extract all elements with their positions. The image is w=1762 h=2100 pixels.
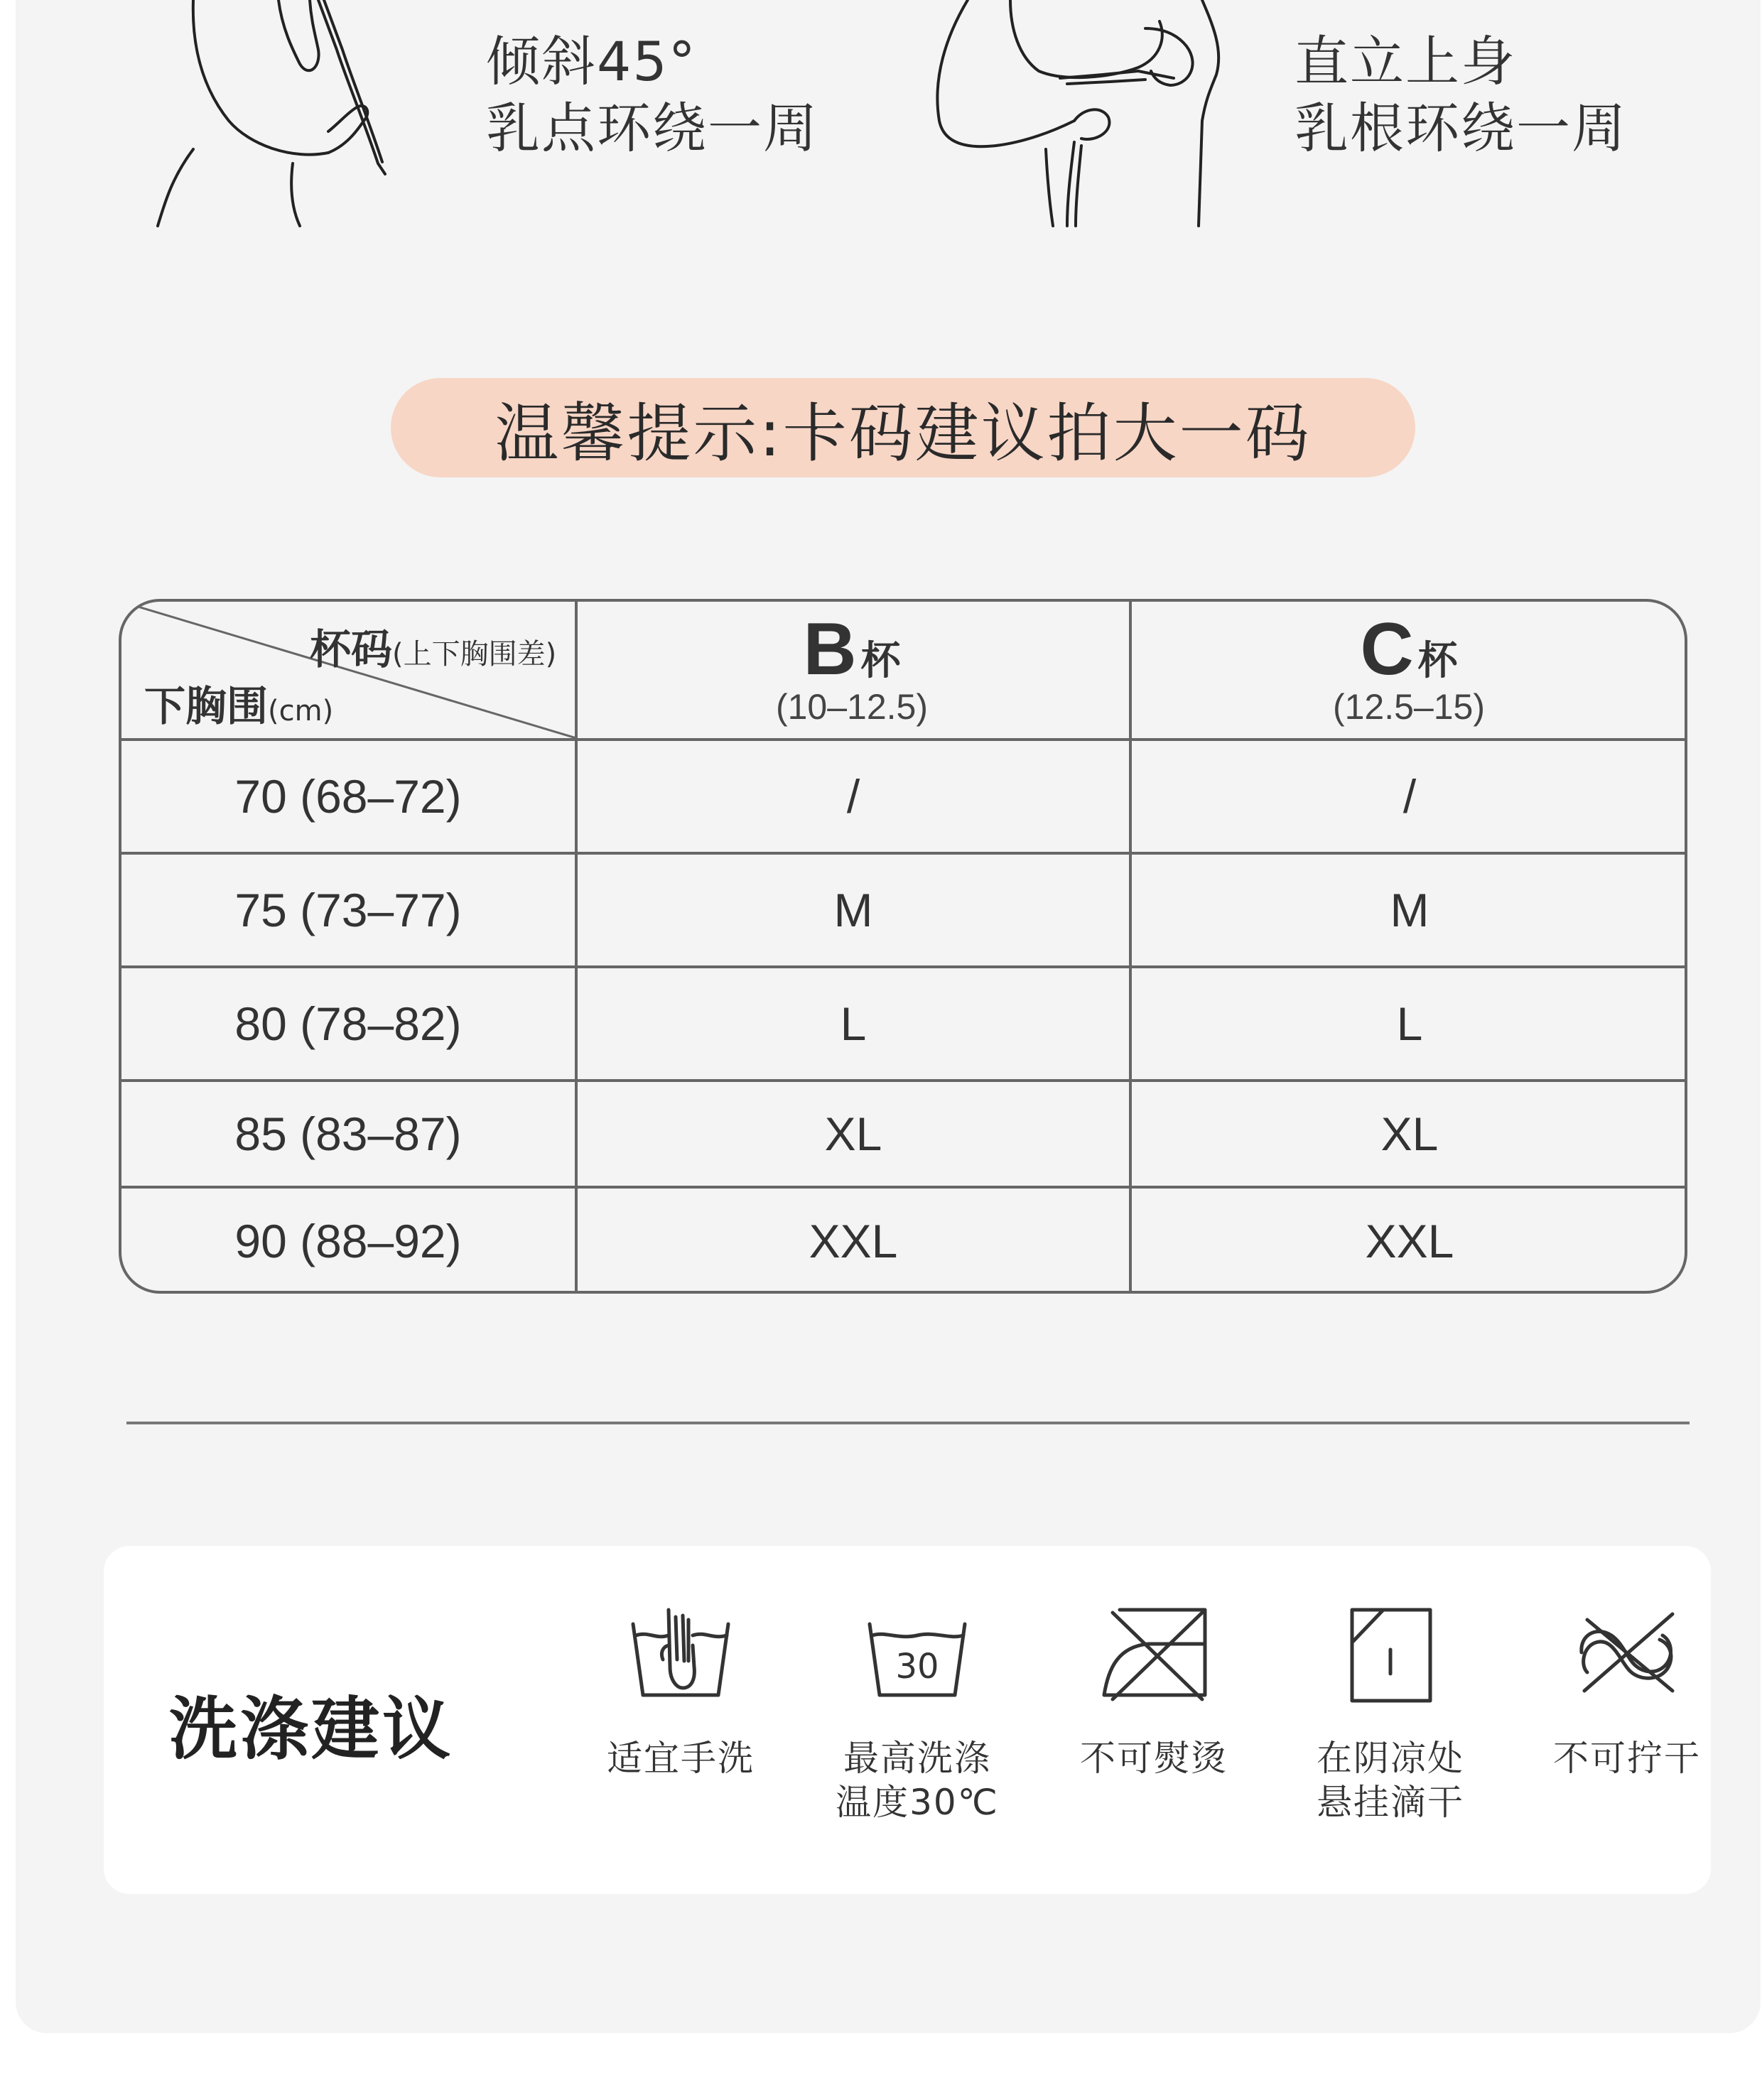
wash-label-no-wring [1520,1736,1734,1780]
table-row-band: 90 (88–92) [234,1215,462,1267]
table-cell-b: XXL [809,1215,898,1267]
header-b-cup [576,602,1128,738]
no-wring-icon [1574,1601,1681,1701]
wash-label-30 [811,1736,1024,1824]
corner-cup-sub: (上下胸围差) [392,638,557,671]
measure-upper-bust-illustration [151,0,449,227]
wash-30-number: 30 [895,1647,939,1687]
corner-band-sub: (cm) [268,695,334,727]
table-row-band: 70 (68–72) [234,770,462,823]
header-c-cup-word: 杯 [1417,638,1458,683]
table-row-band: 75 (73–77) [234,884,462,936]
wash-label-line1: 不可拧干 [1553,1738,1701,1779]
wash-label-line1: 最高洗涤 [843,1738,991,1779]
table-cell-b: / [846,770,860,823]
header-b-letter: B [803,608,857,691]
table-cell-b: L [840,997,867,1050]
page-background [16,0,1761,2033]
corner-cup-main: 杯码 [310,625,393,673]
corner-cup-label [310,616,556,676]
measure-right-line2: 乳根环绕一周 [1295,97,1627,160]
section-divider [126,1422,1690,1424]
drip-dry-shade-icon [1341,1600,1440,1706]
size-chart-table [119,599,1687,1294]
table-row-band: 85 (83–87) [234,1108,462,1160]
header-c-range: (12.5–15) [1332,687,1486,727]
measure-left-line2: 乳点环绕一周 [486,97,818,160]
measure-right-text [1295,28,1627,162]
washing-title: 洗涤建议 [169,1689,453,1769]
header-c-letter: C [1360,608,1414,691]
measure-left-text [486,28,818,162]
table-cell-c: M [1390,884,1429,936]
table-cell-b: M [833,884,873,936]
table-cell-c: / [1402,770,1417,823]
measure-right-line1: 直立上身 [1295,30,1516,93]
wash-label-line2: 悬挂滴干 [1317,1782,1464,1823]
header-c-cup [1130,602,1687,738]
corner-band-main: 下胸围 [144,682,269,730]
washing-card [104,1546,1711,1894]
measure-left-line1: 倾斜45° [486,30,697,93]
wash-label-hand-wash [574,1736,787,1780]
table-cell-c: XXL [1365,1215,1454,1267]
corner-band-label [144,673,333,732]
wash-label-line1: 适宜手洗 [607,1738,755,1779]
wash-label-line1: 不可熨烫 [1080,1738,1228,1779]
hand-wash-icon [627,1603,734,1702]
no-iron-icon [1098,1603,1209,1702]
table-cell-b: XL [824,1108,882,1160]
size-tip-banner: 温馨提示:卡码建议拍大一码 [391,378,1415,477]
header-b-range: (10–12.5) [775,687,929,727]
table-cell-c: L [1396,997,1423,1050]
header-b-cup-word: 杯 [860,638,901,683]
table-cell-c: XL [1380,1108,1439,1160]
wash-label-no-iron [1047,1736,1260,1780]
wash-label-line2: 温度30℃ [836,1782,999,1823]
table-row-band: 80 (78–82) [234,997,462,1050]
wash-label-line1: 在阴凉处 [1317,1738,1464,1779]
wash-label-drip-dry [1284,1736,1497,1824]
measure-under-bust-illustration [925,0,1266,227]
wash-30-icon [864,1603,971,1702]
